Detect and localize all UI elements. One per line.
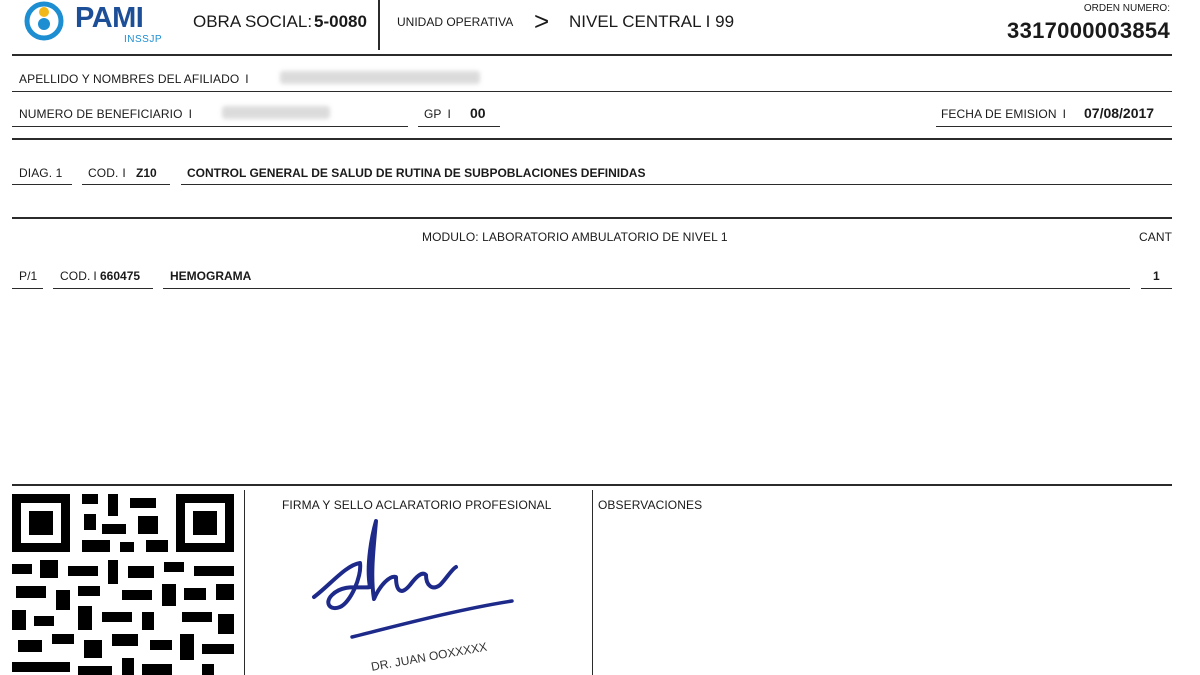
item-name: HEMOGRAMA <box>170 269 252 283</box>
fecha-underline <box>936 126 1172 127</box>
diag-underline <box>12 184 72 185</box>
section-rule-1 <box>12 138 1172 140</box>
firma-label: FIRMA Y SELLO ACLARATORIO PROFESIONAL <box>282 498 552 512</box>
item-cant-underline <box>1141 288 1172 289</box>
item-p-underline <box>12 288 43 289</box>
footer-top-rule <box>12 484 1172 486</box>
item-cod-value: 660475 <box>100 269 141 283</box>
cant-label: CANT <box>1139 230 1173 244</box>
qr-code-icon <box>12 494 234 675</box>
observaciones-label: OBSERVACIONES <box>598 498 703 512</box>
brand-subtitle: INSSJP <box>124 34 163 45</box>
qr-code <box>12 494 234 675</box>
gp-label: GP I <box>424 107 451 121</box>
orden-numero-value: 3317000003854 <box>1007 18 1170 43</box>
module-title: MODULO: LABORATORIO AMBULATORIO DE NIVEL 1 <box>422 230 728 244</box>
item-cod-underline <box>53 288 153 289</box>
diag-description: CONTROL GENERAL DE SALUD DE RUTINA DE SUBPOBLACIONES DEFINIDAS <box>187 166 646 180</box>
diag-cod-underline <box>82 184 170 185</box>
item-cant: 1 <box>1153 269 1160 283</box>
beneficiario-number-redacted <box>222 106 330 119</box>
signature-icon <box>300 515 530 650</box>
fecha-label: FECHA DE EMISION I <box>941 107 1067 121</box>
beneficiario-underline <box>12 126 408 127</box>
gp-underline <box>418 126 500 127</box>
arrow-right-icon: > <box>534 6 550 36</box>
item-cod-label: COD. I <box>60 269 97 283</box>
pami-logo-icon <box>24 0 64 42</box>
nivel-value: NIVEL CENTRAL I 99 <box>569 12 735 31</box>
signature <box>300 515 530 650</box>
diag-description-underline <box>181 184 1172 185</box>
brand-name: PAMI <box>75 2 144 34</box>
diag-label: DIAG. 1 <box>19 166 63 180</box>
header-bottom-rule <box>12 54 1172 56</box>
beneficiario-label: NUMERO DE BENEFICIARIO I <box>19 107 192 121</box>
footer-divider-2 <box>592 490 593 675</box>
footer-divider-1 <box>244 490 245 675</box>
unidad-operativa-label: UNIDAD OPERATIVA <box>397 15 514 29</box>
diag-cod-label: COD. I <box>88 166 126 180</box>
orden-numero-label: ORDEN NUMERO: <box>1083 3 1170 14</box>
item-name-underline <box>163 288 1130 289</box>
stamp-name: DR. JUAN OOXXXXX <box>370 639 489 674</box>
diag-cod-value: Z10 <box>136 166 157 180</box>
gp-value: 00 <box>470 105 486 121</box>
header-divider <box>378 0 380 50</box>
afiliado-name-redacted <box>280 71 480 84</box>
obra-social-value: 5-0080 <box>314 12 367 31</box>
item-p: P/1 <box>19 269 38 283</box>
section-rule-2 <box>12 217 1172 219</box>
obra-social-label: OBRA SOCIAL: <box>193 12 313 31</box>
afiliado-underline <box>12 91 1172 92</box>
afiliado-label: APELLIDO Y NOMBRES DEL AFILIADO I <box>19 72 249 86</box>
fecha-value: 07/08/2017 <box>1084 105 1155 121</box>
